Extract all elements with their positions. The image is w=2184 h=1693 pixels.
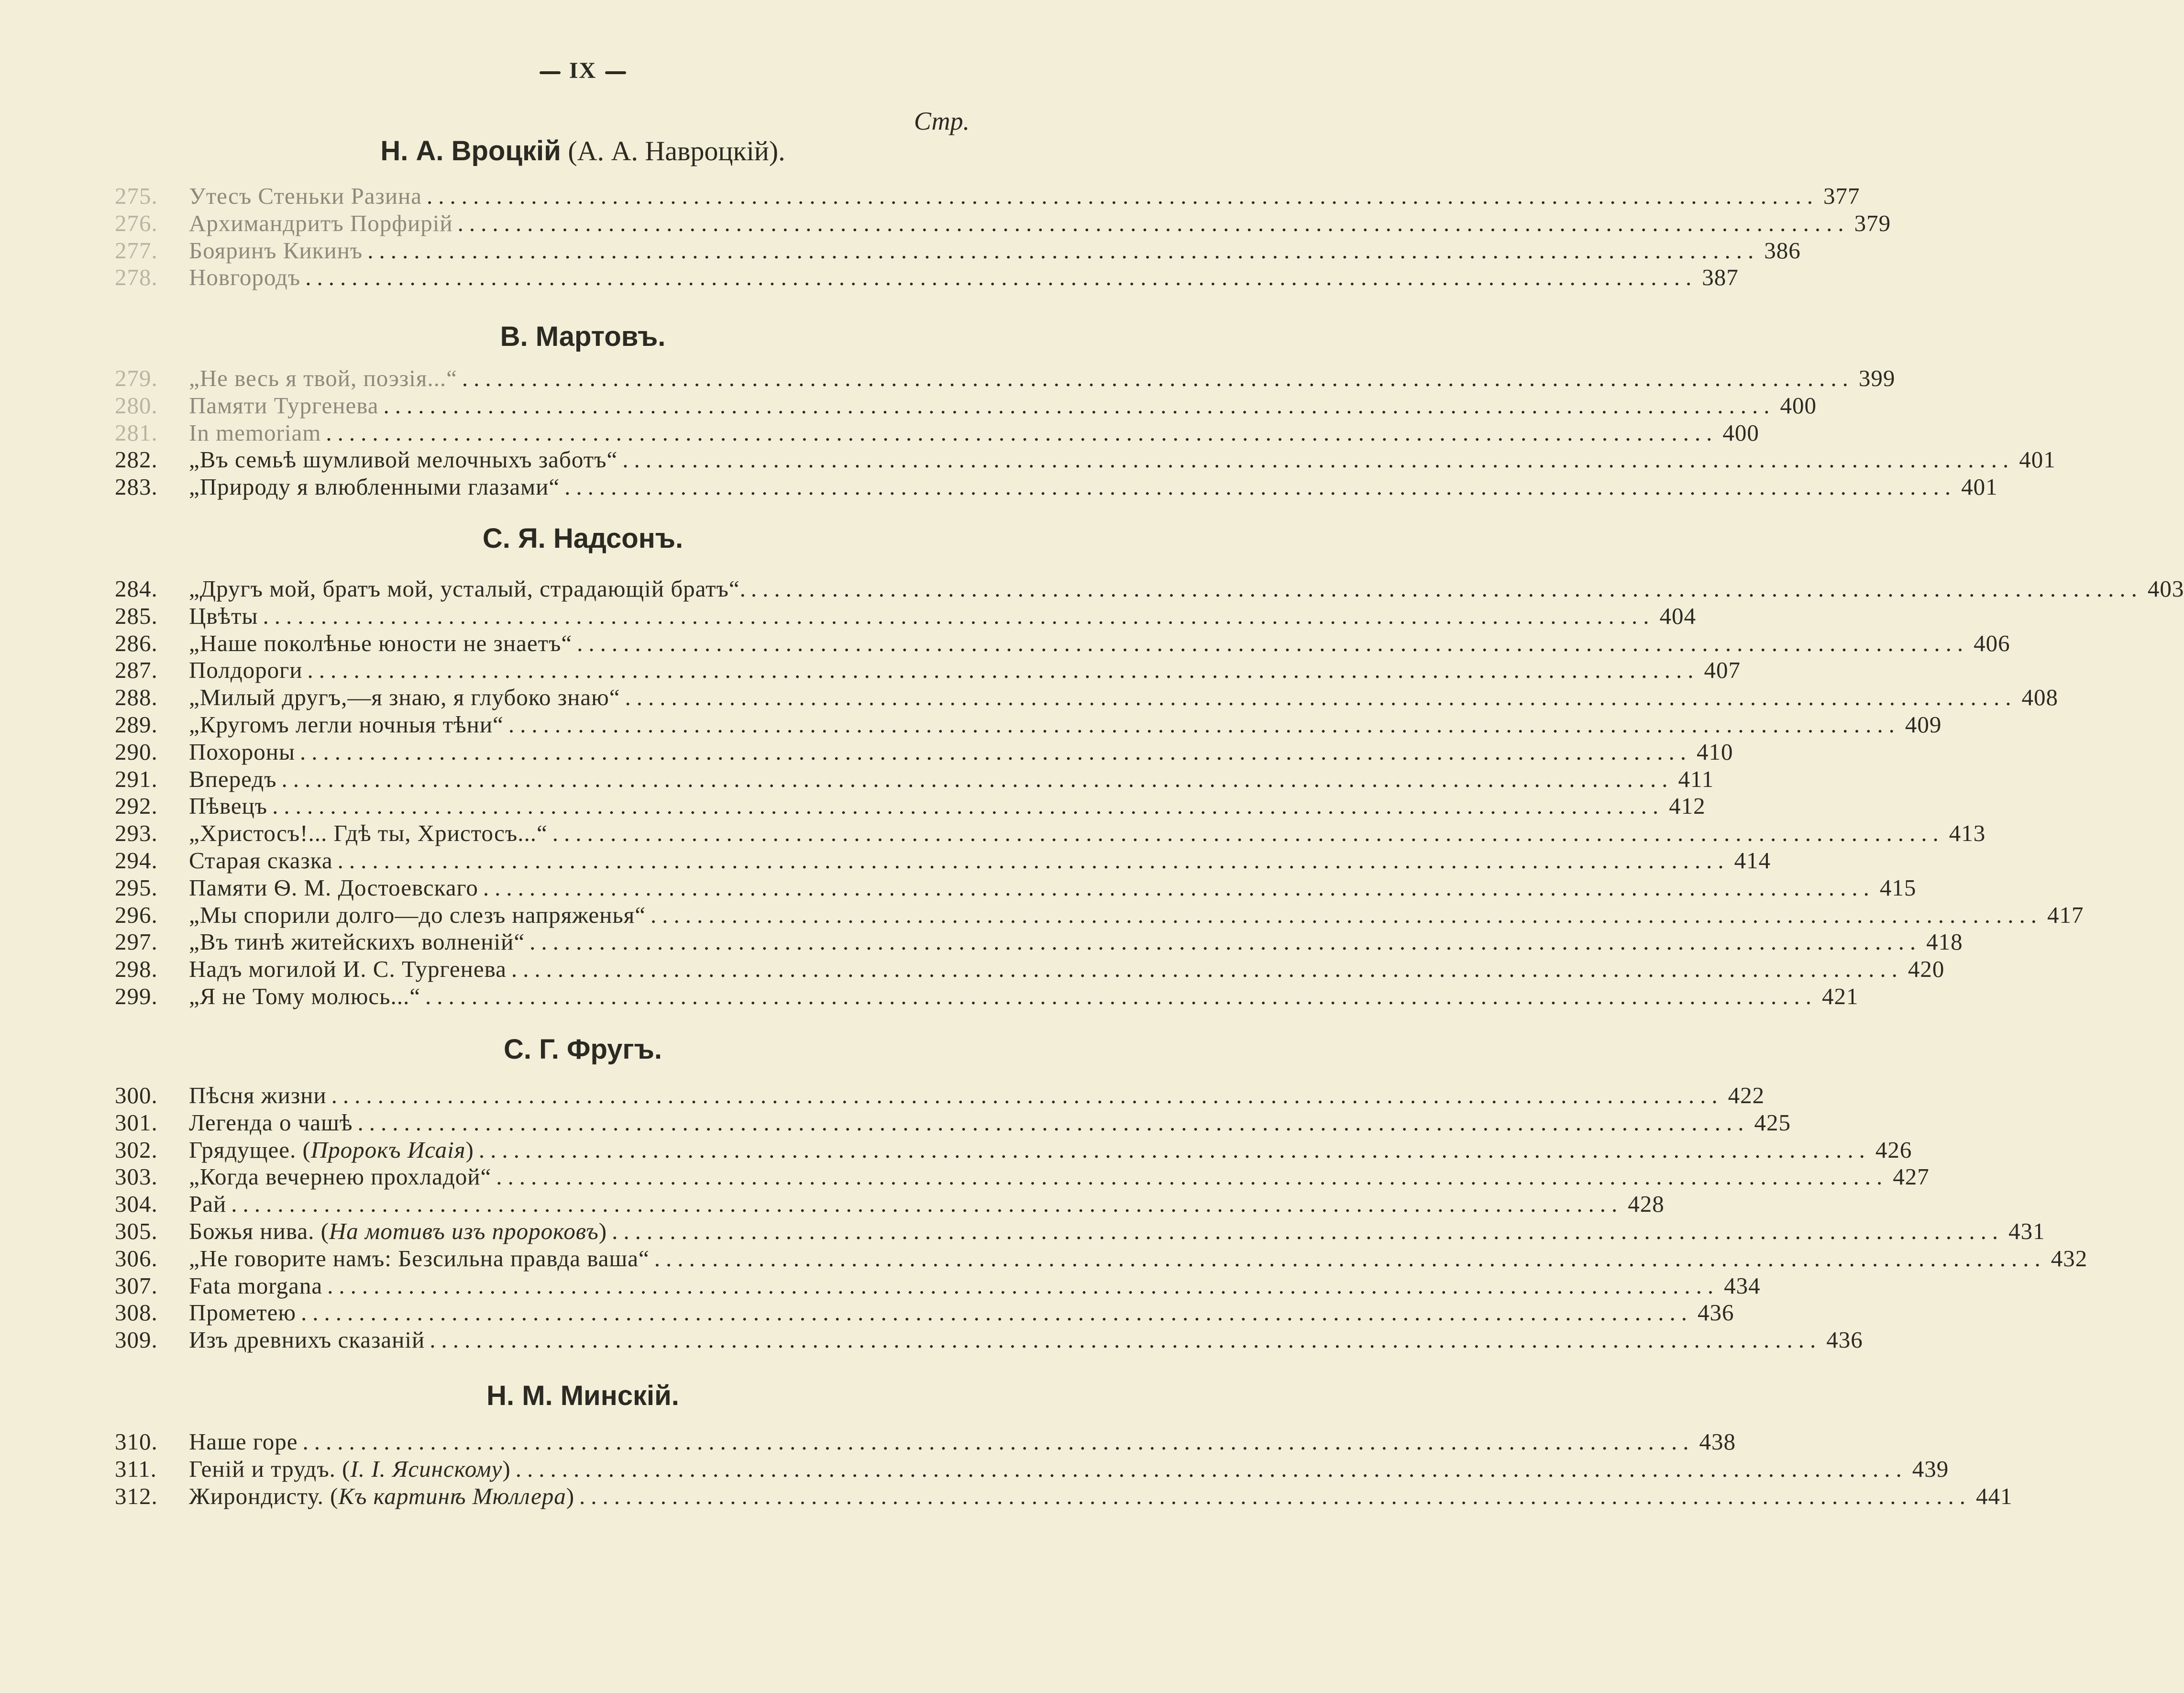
entry-number: 280.: [115, 392, 158, 419]
author-note: (А. А. Навроцкій).: [561, 135, 785, 166]
entry-page-number: 418: [1926, 929, 1963, 955]
toc-entry: [115, 630, 2010, 657]
toc-entry: [115, 210, 1891, 237]
entry-title-text: Памяти Ѳ. М. Достоевскаго: [189, 874, 478, 901]
toc-entry: [115, 901, 2084, 929]
entry-title: [189, 820, 548, 847]
entry-page-number: 401: [1961, 474, 1998, 500]
dot-leader: ........................................................................................................................: [622, 446, 2015, 473]
entry-title-italic: Пророкъ Исаія: [310, 1136, 466, 1163]
entry-title: [189, 902, 646, 929]
entry-title: [189, 1191, 226, 1218]
entry-title: [189, 684, 620, 711]
toc-entry: [115, 738, 1733, 766]
entry-title-text: Наше горе: [189, 1428, 298, 1455]
entry-title: [189, 739, 295, 766]
entry-number: 287.: [115, 657, 158, 684]
toc-entry: [115, 1217, 2045, 1245]
entry-title: [189, 1137, 474, 1164]
entry-number: 277.: [115, 237, 158, 264]
dot-leader: ........................................................................................................................: [430, 1327, 1822, 1353]
entry-number: 302.: [115, 1136, 158, 1163]
entry-number: 310.: [115, 1428, 158, 1455]
toc-entry: [115, 365, 1896, 392]
entry-number: 291.: [115, 765, 158, 792]
entry-page-number: 413: [1949, 820, 1986, 847]
entry-page-number: 387: [1702, 264, 1739, 291]
entry-number: 311.: [115, 1455, 157, 1482]
entry-title-text: „Не весь я твой, поэзія...“: [189, 365, 457, 391]
dot-leader: ........................................................................................................................: [281, 765, 1674, 792]
dot-leader: ........................................................................................................................: [299, 738, 1692, 765]
entry-title-text: Архимандритъ Порфирій: [189, 210, 453, 236]
entry-list: [115, 1428, 2013, 1510]
entry-title-text: Легенда о чашѣ: [189, 1109, 353, 1136]
entry-title-text: „Въ семьѣ шумливой мелочныхъ заботъ“: [189, 446, 618, 473]
entry-title-tail: ): [502, 1455, 511, 1482]
entry-number: 300.: [115, 1082, 158, 1108]
entry-number: 297.: [115, 929, 158, 955]
entry-page-number: 422: [1728, 1082, 1765, 1108]
entry-page-number: 409: [1905, 711, 1942, 738]
entry-title-italic: На мотивъ изъ пророковъ: [329, 1217, 599, 1244]
entry-title-text: Рай: [189, 1191, 227, 1217]
entry-title-tail: ): [465, 1136, 474, 1163]
entry-title-text: „Когда вечернею прохладой“: [189, 1163, 492, 1190]
entry-number: 307.: [115, 1272, 158, 1299]
entry-number: 281.: [115, 419, 158, 446]
entry-title: [189, 983, 420, 1010]
dot-leader: ........................................................................................................................: [462, 365, 1854, 391]
entry-page-number: 379: [1854, 210, 1891, 236]
entry-title-text: Жирондисту. (: [189, 1483, 339, 1509]
dot-leader: ........................................................................................................................: [331, 1082, 1723, 1108]
entry-number: 309.: [115, 1327, 158, 1353]
section-heading: [0, 321, 1166, 353]
section-heading: [0, 135, 1166, 167]
entry-title-italic: I. I. Ясинскому: [350, 1455, 503, 1482]
entry-title-text: Похороны: [189, 738, 295, 765]
toc-entry: [115, 419, 1759, 447]
page-column-label: Стр.: [914, 107, 970, 135]
entry-number: 303.: [115, 1163, 158, 1190]
entry-title: [189, 392, 378, 420]
toc-entry: [115, 1299, 1734, 1327]
entry-number: 279.: [115, 365, 158, 391]
section-heading: [0, 522, 1166, 554]
entry-page-number: 434: [1724, 1272, 1761, 1299]
dot-leader: ........................................................................................................................: [305, 264, 1698, 291]
dot-leader: ........................................................................................................................: [326, 419, 1718, 446]
entry-title-text: „Кругомъ легли ночныя тѣни“: [189, 711, 504, 738]
entry-number: 275.: [115, 183, 158, 209]
dot-leader: ........................................................................................................................: [654, 1245, 2046, 1272]
toc-entry: [115, 956, 1945, 983]
entry-title-text: „Милый другъ,—я знаю, я глубоко знаю“: [189, 684, 620, 711]
toc-entry: [115, 874, 1917, 902]
toc-entry: [115, 1483, 2013, 1510]
entry-title: [189, 1299, 296, 1327]
toc-entry: [115, 793, 1706, 820]
entry-title: [189, 420, 321, 447]
entry-page-number: 420: [1908, 956, 1945, 983]
entry-title: [189, 446, 618, 474]
toc-entry: [115, 1272, 1761, 1300]
entry-title: [189, 1082, 327, 1109]
entry-title-text: Новгородъ: [189, 264, 301, 291]
entry-title-text: Полдороги: [189, 657, 303, 684]
entry-title: [189, 603, 258, 630]
toc-entry: [115, 983, 1859, 1010]
dot-leader: ........................................................................................................................: [496, 1163, 1888, 1190]
author-name: С. Я. Надсонъ.: [482, 523, 684, 554]
entry-page-number: 425: [1754, 1109, 1791, 1136]
dot-leader: ........................................................................................................................: [457, 210, 1850, 236]
entry-page-number: 403: [2147, 575, 2184, 602]
entry-number: 282.: [115, 446, 158, 473]
dot-leader: ........................................................................................................................: [327, 1272, 1720, 1299]
entry-page-number: 441: [1976, 1483, 2013, 1509]
entry-title-text: „Не говорите намъ: Безсильна правда ваша“: [189, 1245, 650, 1272]
author-name: В. Мартовъ.: [500, 321, 666, 352]
folio-ornament-left: [540, 71, 561, 74]
author-name: С. Г. Фругъ.: [504, 1034, 662, 1065]
entry-title-text: „Мы спорили долго—до слезъ напряженья“: [189, 901, 646, 928]
entry-title-tail: ): [566, 1483, 575, 1509]
entry-title: [189, 1456, 511, 1483]
entry-title-text: Пѣвецъ: [189, 793, 268, 819]
entry-number: 306.: [115, 1245, 158, 1272]
dot-leader: ........................................................................................................................: [508, 711, 1900, 738]
toc-entry: [115, 1163, 1930, 1191]
entry-list: [115, 183, 1891, 291]
toc-entry: [115, 264, 1739, 291]
toc-entry: [115, 1082, 1765, 1109]
entry-title-text: Изъ древнихъ сказаній: [189, 1327, 425, 1353]
entry-number: 305.: [115, 1217, 158, 1244]
toc-entry: [115, 1136, 1912, 1164]
entry-page-number: 400: [1780, 392, 1817, 419]
toc-entry: [115, 602, 1696, 630]
toc-entry: [115, 711, 1942, 739]
entry-title-text: Надъ могилой И. С. Тургенева: [189, 956, 507, 983]
entry-title: [189, 1218, 607, 1245]
entry-title-tail: ): [598, 1217, 607, 1244]
dot-leader: ........................................................................................................................: [300, 1299, 1693, 1326]
dot-leader: ........................................................................................................................: [515, 1455, 1908, 1482]
entry-title: [189, 264, 300, 291]
entry-title: [189, 1163, 491, 1191]
dot-leader: ........................................................................................................................: [302, 1428, 1695, 1455]
entry-title-text: Божья нива. (: [189, 1217, 329, 1244]
entry-title-text: „Другъ мой, братъ мой, усталый, страдающій братъ“.: [189, 575, 746, 602]
entry-title: [189, 365, 457, 392]
toc-entry: [115, 1191, 1665, 1218]
entry-title-text: Пѣсня жизни: [189, 1082, 327, 1108]
entry-page-number: 407: [1704, 657, 1741, 684]
entry-title-text: Прометею: [189, 1299, 296, 1326]
entry-page-number: 401: [2019, 446, 2056, 473]
entry-number: 292.: [115, 793, 158, 819]
entry-title: [189, 657, 302, 684]
entry-title-text: „Природу я влюбленными глазами“: [189, 474, 560, 500]
entry-page-number: 431: [2008, 1217, 2045, 1244]
entry-number: 301.: [115, 1109, 158, 1136]
entry-number: 278.: [115, 264, 158, 291]
entry-number: 312.: [115, 1483, 158, 1509]
entry-number: 293.: [115, 820, 158, 847]
entry-page-number: 438: [1699, 1428, 1736, 1455]
entry-number: 283.: [115, 474, 158, 500]
entry-page-number: 432: [2051, 1245, 2088, 1272]
entry-number: 290.: [115, 738, 158, 765]
dot-leader: ........................................................................................................................: [564, 474, 1957, 500]
entry-title: [189, 630, 572, 657]
entry-title-text: Памяти Тургенева: [189, 392, 379, 419]
section-heading: [0, 1380, 1166, 1412]
dot-leader: ........................................................................................................................: [579, 1483, 1972, 1509]
entry-page-number: 408: [2021, 684, 2058, 711]
entry-title: [189, 793, 267, 820]
entry-title-text: Fata morgana: [189, 1272, 323, 1299]
entry-page-number: 404: [1659, 602, 1696, 629]
entry-title-text: Впередъ: [189, 765, 277, 792]
toc-entry: [115, 183, 1860, 210]
toc-entry: [115, 1428, 1736, 1456]
entry-number: 298.: [115, 956, 158, 983]
entry-title: [189, 210, 453, 237]
dot-leader: ........................................................................................................................: [263, 602, 1655, 629]
entry-title: [189, 929, 525, 956]
page-folio: [0, 57, 1166, 84]
entry-page-number: 406: [1974, 630, 2010, 656]
dot-leader: ........................................................................................................................: [478, 1136, 1871, 1163]
toc-entry: [115, 1109, 1791, 1137]
entry-page-number: 417: [2047, 901, 2084, 928]
author-name: Н. А. Вроцкій: [380, 135, 561, 166]
entry-page-number: 428: [1628, 1191, 1665, 1217]
entry-number: 299.: [115, 983, 158, 1009]
dot-leader: ........................................................................................................................: [367, 237, 1760, 264]
entry-page-number: 421: [1822, 983, 1859, 1009]
entry-title-text: Старая сказка: [189, 847, 333, 874]
entry-number: 286.: [115, 630, 158, 656]
entry-title: [189, 1327, 425, 1354]
entry-number: 289.: [115, 711, 158, 738]
folio-number: IX: [569, 58, 597, 83]
entry-title-text: Грядущее. (: [189, 1136, 311, 1163]
toc-entry: [115, 1245, 2088, 1273]
entry-title-text: Цвѣты: [189, 602, 258, 629]
entry-title: [189, 237, 363, 265]
entry-title: [189, 1428, 298, 1456]
toc-entry: [115, 1327, 1863, 1354]
dot-leader: ........................................................................................................................: [357, 1109, 1750, 1136]
dot-leader: ........................................................................................................................: [425, 983, 1817, 1009]
entry-title-italic: Къ картинѣ Мюллера: [338, 1483, 566, 1509]
entry-page-number: 414: [1734, 847, 1771, 874]
entry-title: [189, 1273, 322, 1300]
entry-page-number: 410: [1696, 738, 1733, 765]
dot-leader: ........................................................................................................................: [750, 575, 2143, 602]
dot-leader: ........................................................................................................................: [427, 183, 1819, 209]
entry-page-number: 412: [1669, 793, 1706, 819]
entry-number: 304.: [115, 1191, 158, 1217]
entry-page-number: 426: [1875, 1136, 1912, 1163]
entry-title-text: „Христосъ!... Гдѣ ты, Христосъ...“: [189, 820, 548, 847]
dot-leader: ........................................................................................................................: [337, 847, 1730, 874]
entry-number: 284.: [115, 575, 158, 602]
toc-entry: [115, 446, 2056, 474]
author-name: Н. М. Минскій.: [486, 1380, 679, 1411]
toc-entry: [115, 237, 1801, 265]
toc-entry: [115, 1455, 1949, 1483]
entry-page-number: 436: [1697, 1299, 1734, 1326]
entry-title: [189, 874, 478, 902]
entry-title-text: Утесъ Стеньки Разина: [189, 183, 422, 209]
dot-leader: ........................................................................................................................: [307, 657, 1699, 684]
entry-page-number: 400: [1722, 419, 1759, 446]
entry-number: 296.: [115, 901, 158, 928]
toc-entry: [115, 820, 1986, 847]
dot-leader: ........................................................................................................................: [231, 1191, 1623, 1217]
entry-title: [189, 956, 507, 983]
entry-title: [189, 183, 422, 210]
entry-page-number: 415: [1879, 874, 1917, 901]
dot-leader: ........................................................................................................................: [272, 793, 1665, 819]
entry-page-number: 411: [1678, 765, 1714, 792]
entry-title: [189, 575, 746, 603]
dot-leader: ........................................................................................................................: [529, 929, 1922, 955]
entry-page-number: 386: [1764, 237, 1801, 264]
dot-leader: ........................................................................................................................: [511, 956, 1903, 983]
entry-number: 308.: [115, 1299, 158, 1326]
toc-entry: [115, 684, 2058, 711]
entry-page-number: 399: [1858, 365, 1896, 391]
toc-entry: [115, 847, 1771, 874]
entry-number: 276.: [115, 210, 158, 236]
toc-entry: [115, 392, 1817, 420]
entry-number: 294.: [115, 847, 158, 874]
entry-page-number: 377: [1823, 183, 1860, 209]
entry-title: [189, 1245, 650, 1273]
entry-title: [189, 847, 333, 874]
dot-leader: ........................................................................................................................: [612, 1217, 2004, 1244]
toc-entry: [115, 657, 1741, 684]
entry-title-text: „Наше поколѣнье юности не знаетъ“: [189, 630, 573, 656]
dot-leader: ........................................................................................................................: [383, 392, 1776, 419]
dot-leader: ........................................................................................................................: [577, 630, 1969, 656]
entry-list: [115, 1082, 2088, 1354]
entry-title-text: „Въ тинѣ житейскихъ волненій“: [189, 929, 525, 955]
entry-page-number: 436: [1826, 1327, 1863, 1353]
entry-page-number: 439: [1912, 1455, 1949, 1482]
dot-leader: ........................................................................................................................: [552, 820, 1944, 847]
dot-leader: ........................................................................................................................: [483, 874, 1875, 901]
entry-title-text: „Я не Тому молюсь...“: [189, 983, 420, 1009]
entry-number: 285.: [115, 602, 158, 629]
toc-entry: [115, 575, 2184, 603]
entry-title: [189, 474, 560, 501]
dot-leader: ........................................................................................................................: [625, 684, 2017, 711]
entry-title-text: In memoriam: [189, 419, 321, 446]
entry-page-number: 427: [1893, 1163, 1930, 1190]
entry-number: 288.: [115, 684, 158, 711]
entry-title-text: Бояринъ Кикинъ: [189, 237, 363, 264]
section-heading: [0, 1033, 1166, 1065]
entry-list: [115, 575, 2184, 1010]
toc-entry: [115, 474, 1998, 501]
entry-title: [189, 766, 277, 793]
entry-list: [115, 365, 2056, 501]
dot-leader: ........................................................................................................................: [650, 901, 2042, 928]
toc-entry: [115, 929, 1963, 956]
toc-entry: [115, 765, 1714, 793]
folio-ornament-right: [605, 71, 626, 74]
entry-title: [189, 1109, 353, 1137]
entry-title: [189, 711, 504, 739]
entry-number: 295.: [115, 874, 158, 901]
entry-title-text: Геній и трудъ. (: [189, 1455, 351, 1482]
entry-title: [189, 1483, 574, 1510]
